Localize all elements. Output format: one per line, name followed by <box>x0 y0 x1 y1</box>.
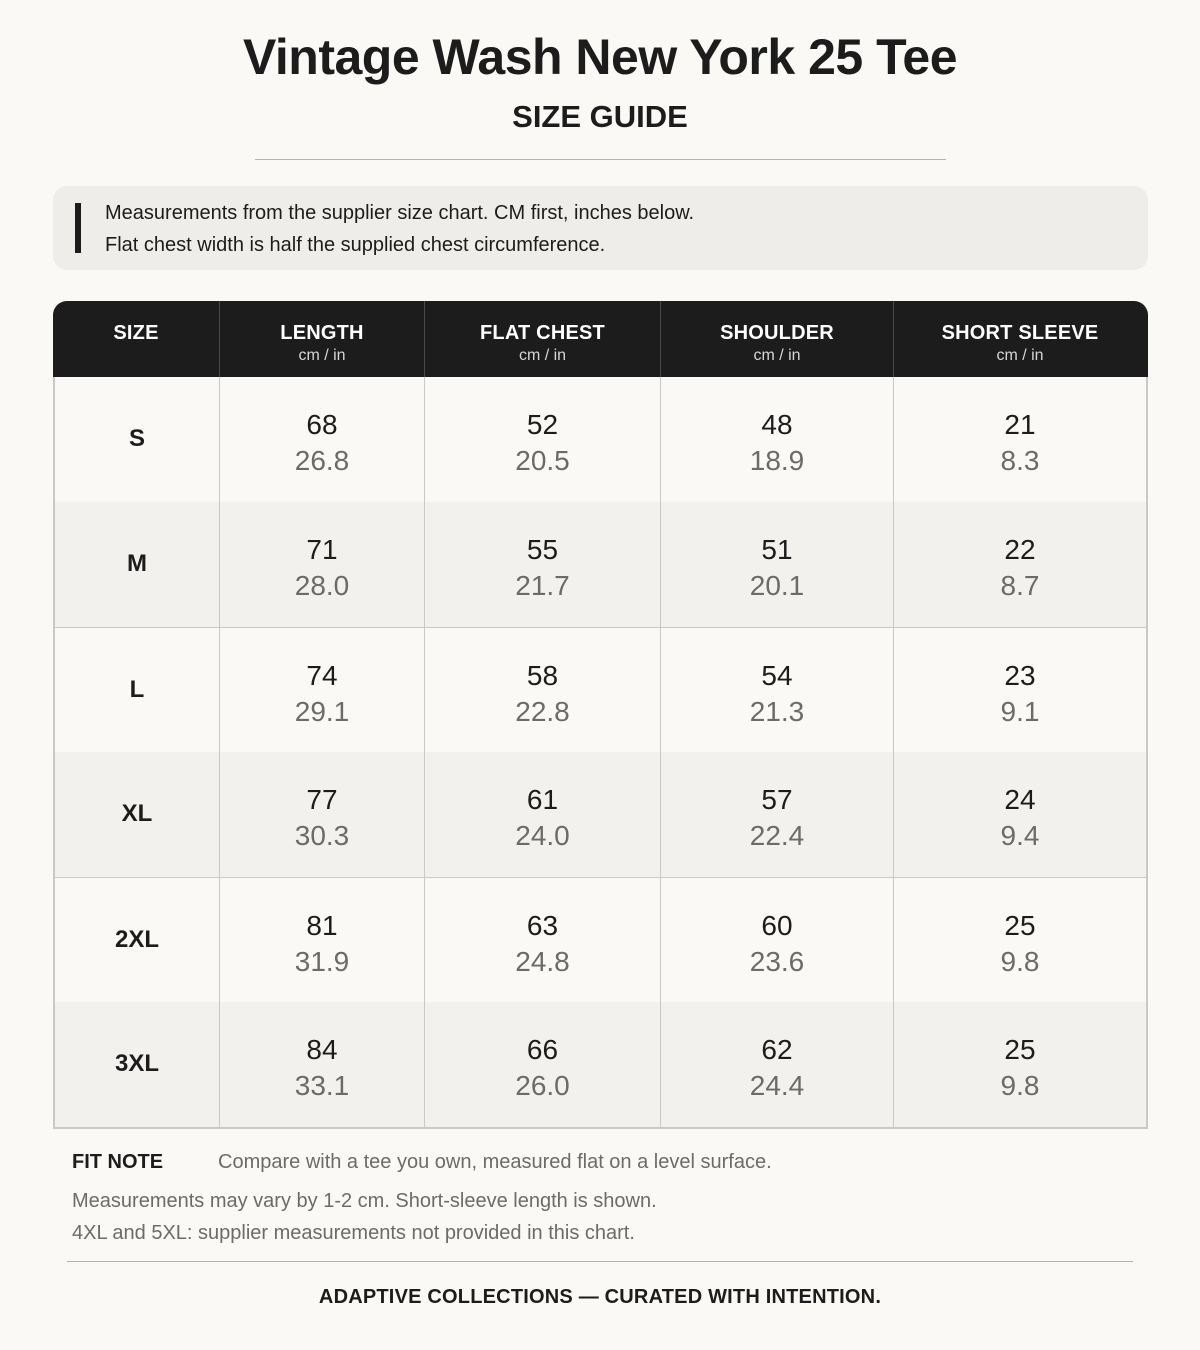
cm-value: 51 <box>761 534 793 565</box>
inch-value: 23.6 <box>749 946 805 977</box>
footer-tagline: ADAPTIVE COLLECTIONS — CURATED WITH INTENTION. <box>318 1286 882 1308</box>
cm-value: 57 <box>761 784 793 815</box>
inch-value: 24.4 <box>749 1070 805 1101</box>
cm-value: 25 <box>1004 910 1036 941</box>
measurement-cell <box>660 628 893 752</box>
inch-value: 24.8 <box>515 946 570 977</box>
inch-value: 9.1 <box>1000 696 1040 727</box>
page-subtitle: SIZE GUIDE <box>512 99 688 134</box>
measurement-cell <box>660 1002 893 1127</box>
column-header <box>53 301 219 377</box>
inch-value: 26.8 <box>294 445 350 476</box>
column-header-label: SHOULDER <box>720 322 834 344</box>
cm-value: 25 <box>1004 1034 1036 1065</box>
column-header <box>660 301 893 377</box>
fit-note-line: 4XL and 5XL: supplier measurements not provided in this chart. <box>72 1222 635 1244</box>
measurement-cell <box>893 1002 1146 1127</box>
cm-value: 55 <box>526 534 559 565</box>
measurement-cell <box>424 752 660 877</box>
cm-value: 23 <box>1004 660 1036 691</box>
size-label: S <box>128 425 145 452</box>
measurement-note <box>53 186 1148 270</box>
size-cell <box>55 502 219 627</box>
measurement-cell <box>893 628 1146 752</box>
inch-value: 9.4 <box>1000 820 1040 851</box>
size-label: L <box>129 676 145 703</box>
cm-value: 63 <box>526 910 559 941</box>
cm-value: 68 <box>306 409 338 440</box>
size-table <box>53 301 1148 1129</box>
measurement-cell <box>893 752 1146 877</box>
cm-value: 52 <box>526 409 559 440</box>
cm-value: 81 <box>306 910 338 941</box>
inch-value: 21.3 <box>749 696 805 727</box>
measurement-cell <box>893 377 1146 502</box>
measurement-cell <box>219 377 424 502</box>
inch-value: 8.3 <box>1000 445 1040 476</box>
measurement-cell <box>660 502 893 627</box>
cm-value: 84 <box>306 1034 338 1065</box>
cm-value: 24 <box>1004 784 1036 815</box>
measurement-cell <box>424 628 660 752</box>
measurement-cell <box>219 752 424 877</box>
inch-value: 33.1 <box>294 1070 350 1101</box>
cm-value: 77 <box>306 784 338 815</box>
inch-value: 26.0 <box>515 1070 570 1101</box>
size-cell <box>55 878 219 1002</box>
title-divider <box>255 159 946 160</box>
size-cell <box>55 628 219 752</box>
footer-divider <box>67 1261 1133 1262</box>
measurement-cell <box>660 377 893 502</box>
inch-value: 30.3 <box>294 820 350 851</box>
measurement-cell <box>660 752 893 877</box>
size-label: M <box>127 550 147 577</box>
cm-value: 62 <box>761 1034 793 1065</box>
measurement-cell <box>893 502 1146 627</box>
measurement-cell <box>219 1002 424 1127</box>
column-header-label: FLAT CHEST <box>480 322 605 344</box>
column-header <box>893 301 1146 377</box>
cm-value: 48 <box>761 409 793 440</box>
size-label: 2XL <box>114 926 159 953</box>
measurement-cell <box>219 878 424 1002</box>
size-label: XL <box>121 800 153 827</box>
cm-value: 60 <box>761 910 793 941</box>
column-header-unit: cm / in <box>298 347 346 364</box>
cm-value: 66 <box>526 1034 559 1065</box>
column-header-unit: cm / in <box>753 347 801 364</box>
fit-note-title: FIT NOTE <box>72 1151 164 1173</box>
note-line: Flat chest width is half the supplied chest circumference. <box>105 234 606 256</box>
cm-value: 71 <box>306 534 338 565</box>
table-row <box>55 627 1146 752</box>
table-row <box>55 1002 1146 1127</box>
inch-value: 20.1 <box>749 570 805 601</box>
fit-note-line: Measurements may vary by 1-2 cm. Short-sleeve length is shown. <box>72 1190 657 1212</box>
measurement-cell <box>424 377 660 502</box>
inch-value: 18.9 <box>749 445 805 476</box>
inch-value: 22.4 <box>749 820 805 851</box>
size-cell <box>55 1002 219 1127</box>
page-title: Vintage Wash New York 25 Tee <box>242 29 958 85</box>
inch-value: 29.1 <box>294 696 350 727</box>
inch-value: 9.8 <box>1000 1070 1040 1101</box>
inch-value: 9.8 <box>1000 946 1040 977</box>
table-row <box>55 877 1146 1002</box>
column-header-label: SHORT SLEEVE <box>941 322 1099 344</box>
measurement-cell <box>893 878 1146 1002</box>
cm-value: 58 <box>526 660 559 691</box>
cm-value: 61 <box>526 784 559 815</box>
fit-note-text: Compare with a tee you own, measured flat on a level surface. <box>218 1151 772 1173</box>
inch-value: 8.7 <box>1000 570 1040 601</box>
column-header-unit: cm / in <box>996 347 1044 364</box>
size-cell <box>55 377 219 502</box>
inch-value: 31.9 <box>294 946 350 977</box>
column-header-label: LENGTH <box>280 322 364 344</box>
size-cell <box>55 752 219 877</box>
column-header-unit: cm / in <box>518 347 567 364</box>
measurement-cell <box>219 628 424 752</box>
cm-value: 21 <box>1004 409 1036 440</box>
inch-value: 22.8 <box>515 696 570 727</box>
measurement-cell <box>424 502 660 627</box>
measurement-cell <box>424 878 660 1002</box>
table-header <box>53 301 1148 377</box>
table-row <box>55 502 1146 627</box>
cm-value: 22 <box>1004 534 1036 565</box>
column-header <box>219 301 424 377</box>
inch-value: 28.0 <box>294 570 350 601</box>
inch-value: 24.0 <box>515 820 570 851</box>
column-header-label: SIZE <box>113 322 159 344</box>
inch-value: 21.7 <box>515 570 570 601</box>
inch-value: 20.5 <box>515 445 570 476</box>
table-body <box>53 377 1148 1129</box>
table-row <box>55 752 1146 877</box>
cm-value: 74 <box>306 660 338 691</box>
measurement-cell <box>660 878 893 1002</box>
table-row <box>55 377 1146 502</box>
column-header <box>424 301 660 377</box>
measurement-cell <box>424 1002 660 1127</box>
size-label: 3XL <box>114 1050 159 1077</box>
note-accent-bar <box>75 203 81 253</box>
note-line: Measurements from the supplier size chart. CM first, inches below. <box>105 202 695 224</box>
cm-value: 54 <box>761 660 793 691</box>
measurement-cell <box>219 502 424 627</box>
